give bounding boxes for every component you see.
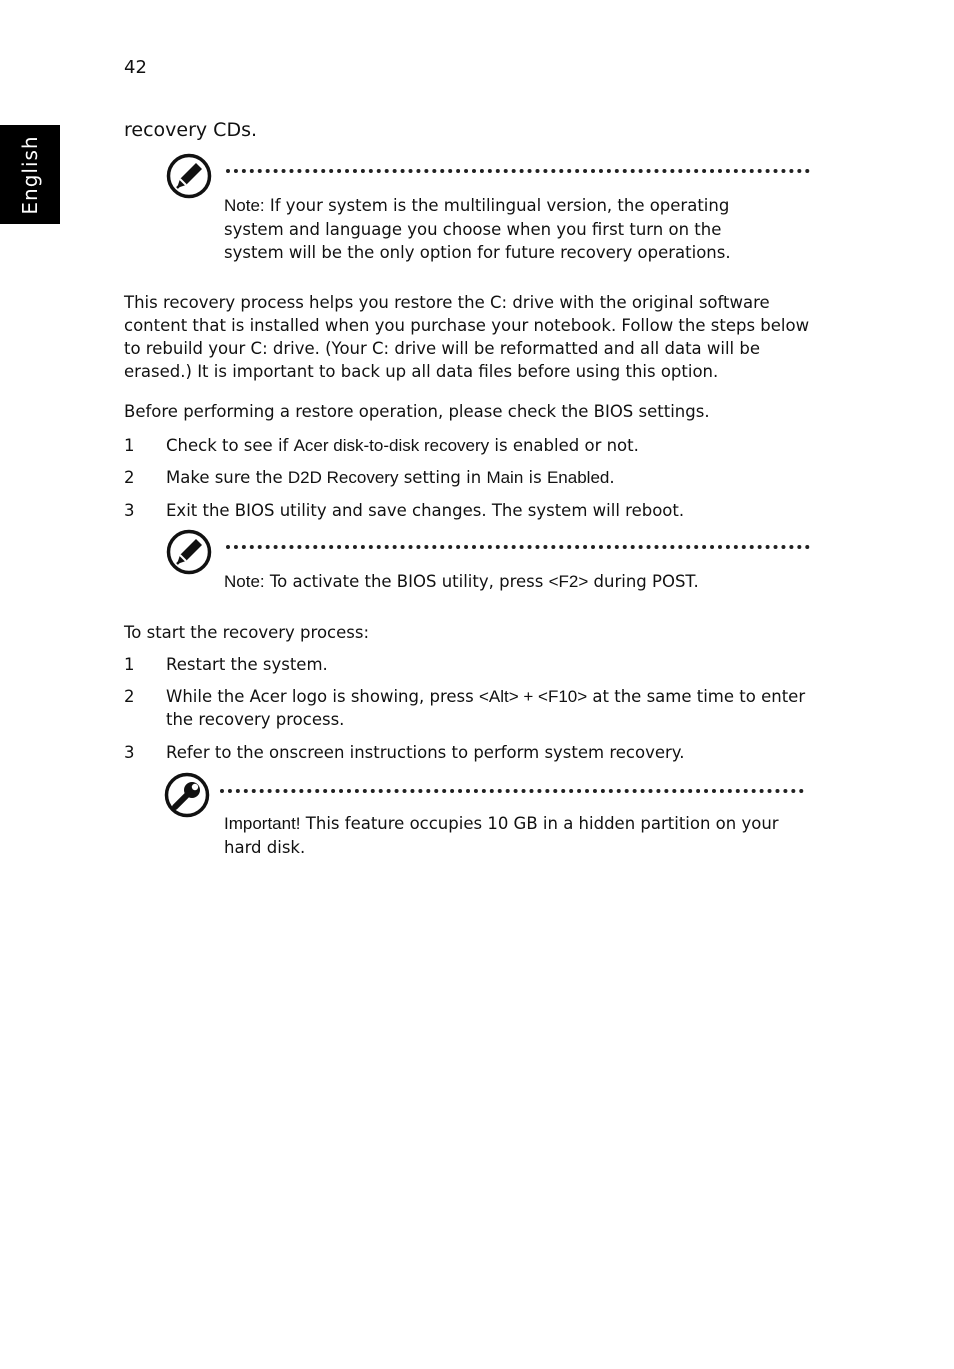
note-text: Note: To activate the BIOS utility, press <F2> during POST.	[224, 572, 699, 591]
list-item	[124, 653, 814, 677]
key-combination: <Alt> + <F10>	[478, 687, 588, 706]
note-label: Note:	[224, 196, 265, 215]
setting-name: D2D Recovery	[287, 468, 399, 487]
note-divider	[226, 545, 810, 549]
list-item	[124, 466, 814, 490]
body-paragraph: Before performing a restore operation, please check the BIOS settings.	[124, 402, 710, 421]
list-number: 1	[124, 436, 135, 455]
note-divider	[226, 169, 810, 173]
body-paragraph: This recovery process helps you restore the C: drive with the original software content that is installed when you purchase your notebook. Follow the steps below to rebuild your C: drive. (Your C: drive will be reformatted and all data will be erased.) It is important to back up all data files before using this option.	[124, 293, 810, 381]
list-item	[124, 434, 814, 458]
important-body: This feature occupies 10 GB in a hidden partition on your hard disk.	[224, 814, 779, 857]
intro-line: recovery CDs.	[124, 119, 258, 141]
important-text	[224, 812, 784, 859]
list-text: Check to see if Acer disk-to-disk recovery is enabled or not.	[166, 436, 639, 455]
note-pen-icon	[166, 153, 212, 199]
list-text: Restart the system.	[166, 655, 328, 674]
list-text: Refer to the onscreen instructions to perform system recovery.	[166, 743, 685, 762]
list-number: 1	[124, 655, 135, 674]
note-text	[224, 194, 784, 265]
list-number: 2	[124, 687, 135, 706]
list-number: 2	[124, 468, 135, 487]
list-number: 3	[124, 501, 135, 520]
page-number: 42	[124, 57, 147, 78]
list-number: 3	[124, 743, 135, 762]
list-text: Make sure the D2D Recovery setting in Main is Enabled.	[166, 468, 615, 487]
language-tab	[0, 125, 60, 224]
body-paragraph: To start the recovery process:	[124, 623, 370, 642]
list-text: While the Acer logo is showing, press <Alt> + <F10> at the same time to enter the recovery process.	[166, 687, 806, 729]
language-tab-label: English	[18, 134, 42, 215]
menu-name: Main	[486, 468, 524, 487]
setting-name: Acer disk-to-disk recovery	[293, 436, 490, 455]
list-item	[124, 685, 814, 733]
note-body: If your system is the multilingual version, the operating system and language you choose when you first turn on the system will be the only option for future recovery operations.	[224, 196, 731, 262]
key-name: <F2>	[548, 572, 589, 591]
list-item	[124, 499, 814, 523]
important-divider	[220, 789, 804, 793]
setting-value: Enabled	[546, 468, 610, 487]
list-item	[124, 741, 814, 765]
important-label: Important!	[224, 814, 301, 833]
note-pen-icon	[166, 529, 212, 575]
important-wrench-icon	[164, 772, 210, 818]
note-label: Note:	[224, 572, 265, 591]
list-text: Exit the BIOS utility and save changes. The system will reboot.	[166, 501, 685, 520]
